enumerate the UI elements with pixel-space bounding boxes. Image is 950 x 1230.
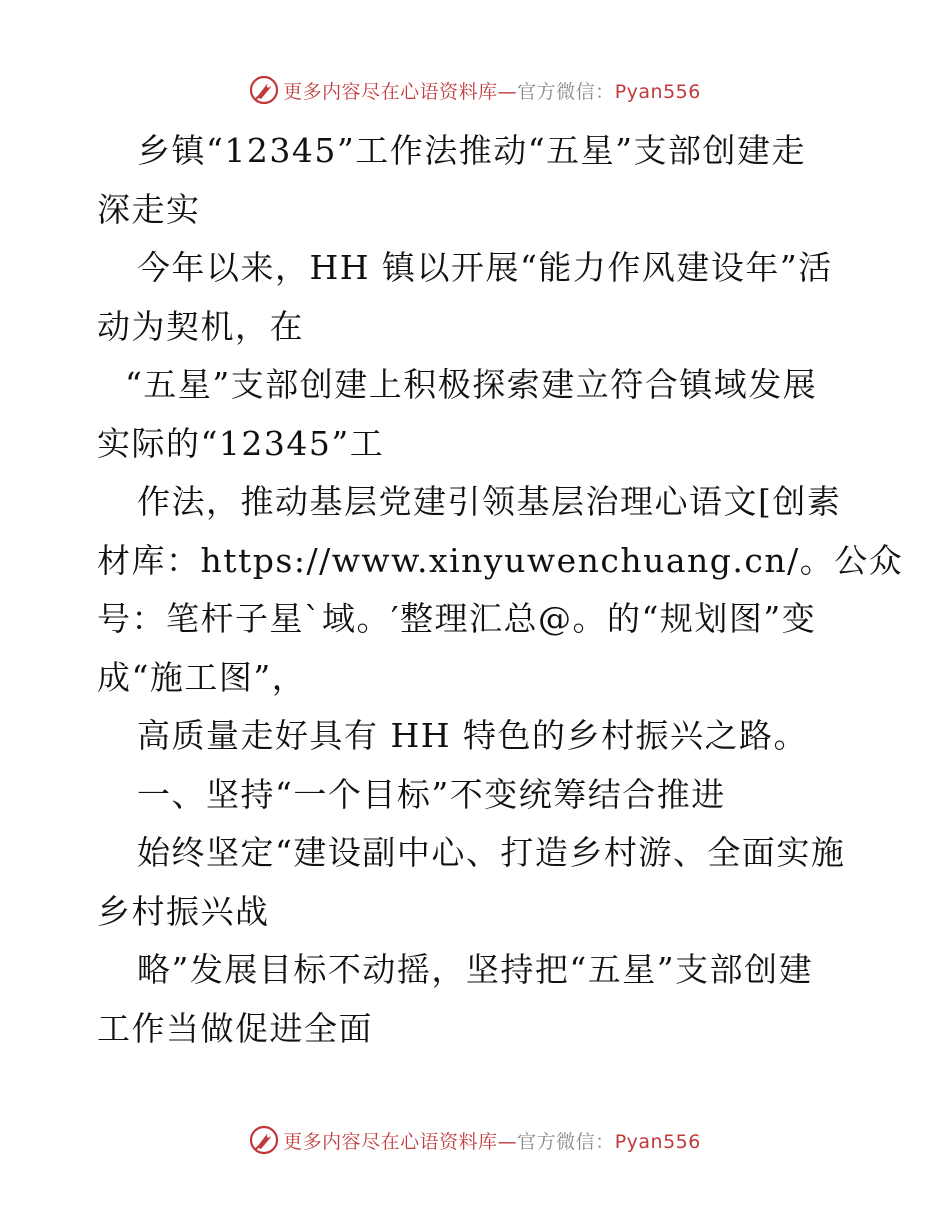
paragraph-line: 材库：https://www.xinyuwenchuang.cn/。公众 bbox=[97, 540, 904, 580]
watermark-separator: — bbox=[497, 80, 518, 103]
watermark-account: Pyan556 bbox=[614, 80, 701, 103]
paragraph-line: 今年以来，HH 镇以开展“能力作风建设年”活 bbox=[137, 248, 833, 287]
watermark-text bbox=[283, 1127, 701, 1154]
paragraph-line: 乡村振兴战 bbox=[97, 891, 270, 931]
footer-watermark bbox=[0, 1122, 950, 1158]
document-body bbox=[97, 122, 904, 1058]
title-line-1: 乡镇“12345”工作法推动“五星”支部创建走 bbox=[137, 131, 806, 170]
paragraph-line: 成“施工图”， bbox=[97, 657, 307, 697]
pen-nib-logo-icon bbox=[249, 1125, 279, 1155]
watermark-account: Pyan556 bbox=[614, 1130, 701, 1153]
section-heading: 一、坚持“一个目标”不变统筹结合推进 bbox=[137, 774, 726, 814]
watermark-text bbox=[283, 77, 701, 104]
paragraph-line: 动为契机，在 bbox=[97, 306, 304, 346]
pen-nib-logo-icon bbox=[249, 75, 279, 105]
paragraph-line: 作法，推动基层党建引领基层治理心语文[创素 bbox=[137, 482, 842, 521]
watermark-title: 更多内容尽在心语资料库 bbox=[283, 1130, 498, 1153]
paragraph-line: 实际的“12345”工 bbox=[97, 423, 385, 463]
watermark-wechat-label: 官方微信： bbox=[517, 1130, 615, 1153]
paragraph-line: 工作当做促进全面 bbox=[97, 1008, 373, 1048]
title-line-2: 深走实 bbox=[97, 189, 201, 229]
paragraph-line: 略”发展目标不动摇，坚持把“五星”支部创建 bbox=[137, 950, 814, 989]
watermark-wechat-label: 官方微信： bbox=[517, 80, 615, 103]
header-watermark bbox=[0, 72, 950, 108]
paragraph-line: 始终坚定“建设副中心、打造乡村游、全面实施 bbox=[137, 833, 846, 872]
paragraph-line: “五星”支部创建上积极探索建立符合镇域发展 bbox=[125, 365, 818, 404]
watermark-separator: — bbox=[497, 1130, 518, 1153]
paragraph-line: 高质量走好具有 HH 特色的乡村振兴之路。 bbox=[137, 716, 809, 755]
watermark-title: 更多内容尽在心语资料库 bbox=[283, 80, 498, 103]
paragraph-line: 号：笔杆子星`域。′整理汇总@。的“规划图”变 bbox=[97, 599, 817, 638]
